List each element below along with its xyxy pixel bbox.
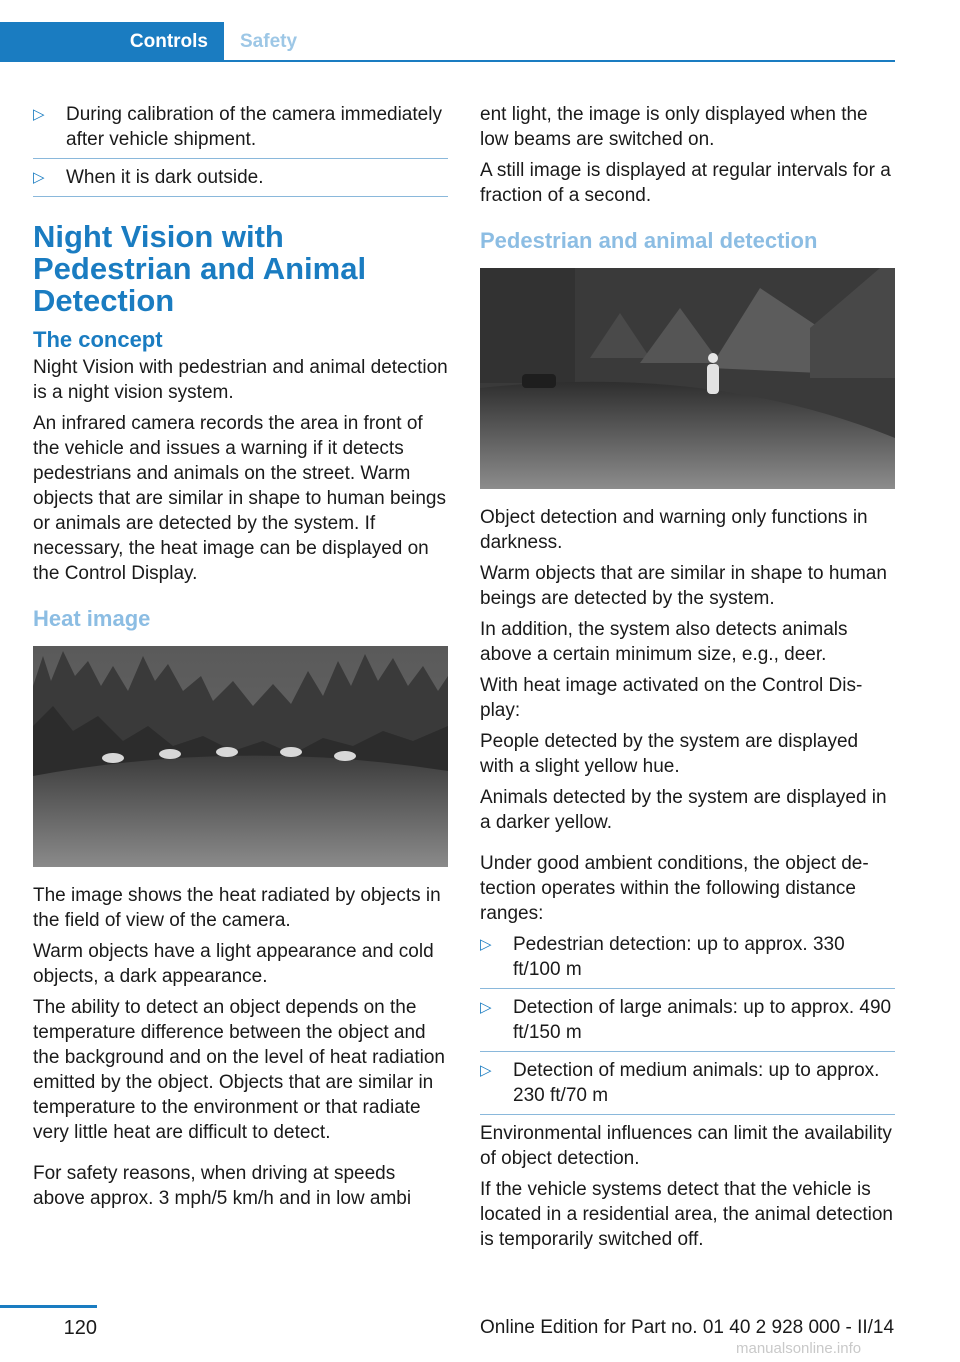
environment-paragraph: Environmental influences can limit the availability of object detection. [480, 1123, 892, 1169]
list-item: ▷ Detection of medium animals: up to approx. 230 ft/70 m [480, 1058, 895, 1115]
watermark: manualsonline.info [736, 1340, 862, 1357]
heat-paragraph-4: For safety reasons, when driving at speeds above approx. 3 mph/5 km/h and in low ambi [33, 1163, 412, 1209]
list-item: ▷ When it is dark outside. [33, 165, 448, 197]
detection-paragraph-6: Animals detected by the system are displayed in a darker yellow. [480, 787, 887, 833]
concept-paragraph-2: An infrared camera records the area in front of the vehicle and issues a warning if it detects pedestrians and animals on the street. Warm objects that are similar in shape to human beings or animals are detected by the system. If necessary, the heat image can be displayed on the Control Display. [33, 413, 446, 584]
left-column [33, 102, 448, 1217]
detection-paragraph-4: With heat image activated on the Control Display: [480, 675, 863, 721]
heat-image-heading: Heat image [33, 606, 151, 631]
right-column [480, 102, 895, 1258]
list-item: ▷ Detection of large animals: up to approx. 490 ft/150 m [480, 995, 895, 1052]
section-title: Night Vision with Pedestrian and Animal Detection [33, 219, 367, 318]
footer-rule [0, 1305, 97, 1308]
distance-range-list [480, 932, 895, 1115]
pedestrian-detection-figure [480, 268, 895, 489]
concept-paragraph-1: Night Vision with pedestrian and animal detection is a night vision system. [33, 357, 448, 403]
page-number: 120 [63, 1317, 97, 1339]
residential-paragraph: If the vehicle systems detect that the vehicle is located in a residential area, the animal detection is temporarily switched off. [480, 1179, 893, 1250]
tab-controls[interactable]: Controls [0, 22, 224, 62]
bullet-triangle-icon: ▷ [480, 936, 492, 953]
detection-paragraph-5: People detected by the system are displayed with a slight yellow hue. [480, 731, 859, 777]
pedestrian-detection-heading: Pedestrian and animal detection [480, 228, 818, 253]
heat-paragraph-1: The image shows the heat radiated by objects in the field of view of the camera. [33, 885, 441, 931]
still-image-paragraph: A still image is displayed at regular intervals for a fraction of a second. [480, 160, 891, 206]
tab-underline [0, 60, 895, 62]
detection-paragraph-3: In addition, the system also detects animals above a certain minimum size, e.g., deer. [480, 619, 848, 665]
list-item: ▷ During calibration of the camera immediately after vehicle shipment. [33, 102, 448, 159]
heat-image-figure [33, 646, 448, 867]
tab-safety[interactable]: Safety [240, 31, 298, 52]
heat-paragraph-3: The ability to detect an object depends on the temperature difference between the object and the background and on the level of heat radiation emitted by the object. Objects that are similar in temperature to the environment or that radiate very little heat are difficult to detect. [33, 997, 445, 1143]
continued-paragraph: ent light, the image is only displayed when the low beams are switched on. [480, 104, 868, 150]
detection-paragraph-2: Warm objects that are similar in shape to human beings are detected by the system. [480, 563, 887, 609]
list-item: ▷ Pedestrian detection: up to approx. 330 ft/100 m [480, 932, 895, 989]
bullet-triangle-icon: ▷ [33, 106, 45, 123]
heat-paragraph-2: Warm objects have a light appearance and cold objects, a dark appearance. [33, 941, 434, 987]
edition-text: Online Edition for Part no. 01 40 2 928 000 - II/14 [480, 1317, 895, 1338]
bullet-triangle-icon: ▷ [480, 999, 492, 1016]
bullet-triangle-icon: ▷ [480, 1062, 492, 1079]
tab-bar [0, 22, 895, 62]
distance-intro-paragraph: Under good ambient conditions, the object detection operates within the following distance ranges: [480, 853, 869, 924]
bullet-triangle-icon: ▷ [33, 169, 45, 186]
condition-list [33, 102, 448, 197]
concept-heading: The concept [33, 327, 163, 352]
detection-paragraph-1: Object detection and warning only functions in darkness. [480, 507, 868, 553]
